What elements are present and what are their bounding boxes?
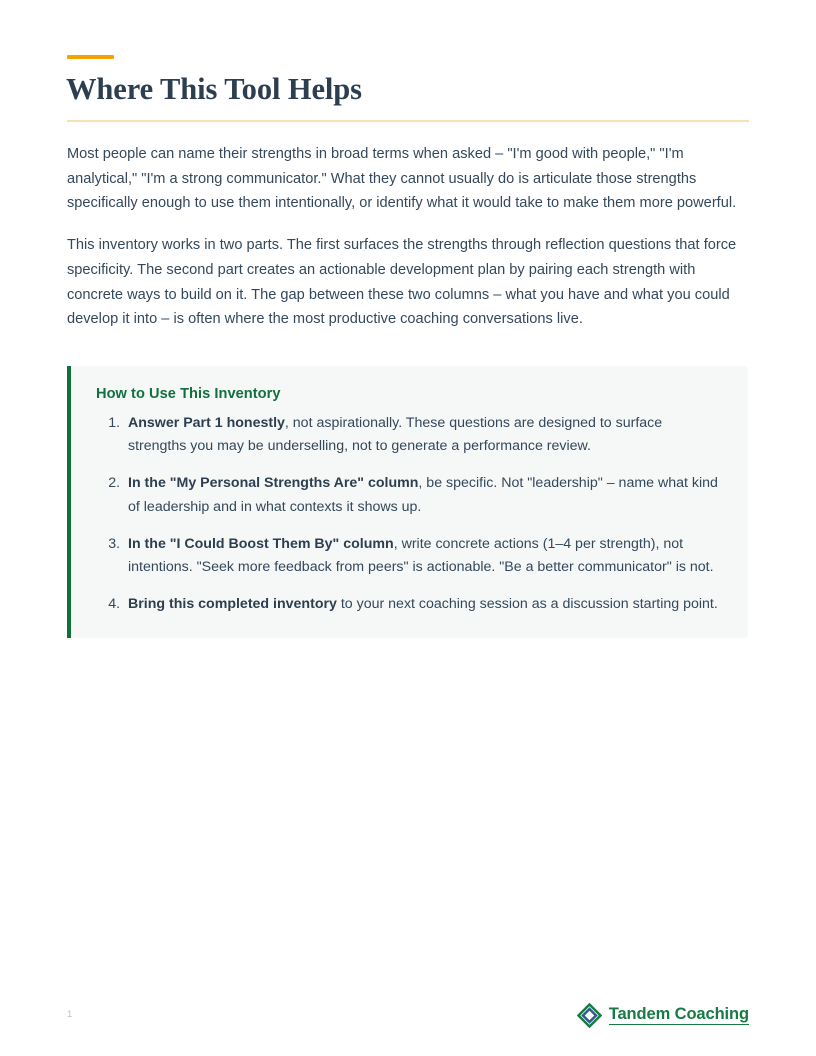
brand-logo	[577, 1003, 749, 1028]
page-title: Where This Tool Helps	[66, 72, 362, 106]
callout-steps-list	[96, 412, 724, 616]
intro-body-copy	[67, 142, 747, 332]
step-lead: In the "I Could Boost Them By" column	[128, 535, 394, 552]
callout-title: How to Use This Inventory	[96, 386, 281, 402]
list-item	[124, 412, 724, 458]
step-lead: In the "My Personal Strengths Are" column	[128, 475, 419, 492]
brand-name: Tandem Coaching	[609, 1006, 749, 1025]
step-rest: to your next coaching session as a discussion starting point.	[336, 596, 718, 613]
title-divider	[67, 120, 749, 122]
step-rest: , not aspirationally. These questions are designed to surface strengths you may be underselling, not to generate a performance review.	[128, 415, 663, 455]
paragraph-2: This inventory works in two parts. The first surfaces the strengths through reflection questions that force specificity. The second part creates an actionable development plan by pairing each strength with concrete ways to build on it. The gap between these two columns – what you have and what you could develop it into – is often where the most productive coaching conversations live.	[67, 237, 737, 328]
step-lead: Bring this completed inventory	[128, 596, 337, 613]
page-number: 1	[67, 1009, 73, 1020]
list-item	[124, 533, 724, 579]
paragraph-1: Most people can name their strengths in broad terms when asked – "I'm good with people," "I'm analytical," "I'm a strong communicator." What they cannot usually do is articulate those strengths specifically enough to use them intentionally, or identify what it would take to make them more powerful.	[67, 146, 737, 212]
diamond-logo-icon	[577, 1003, 602, 1028]
list-item	[124, 472, 724, 518]
how-to-use-callout	[67, 366, 748, 638]
step-lead: Answer Part 1 honestly	[128, 415, 285, 431]
step-rest: , write concrete actions (1–4 per strength), not intentions. "Seek more feedback from peers" is actionable. "Be a better communicator" is not.	[128, 535, 714, 576]
step-rest: , be specific. Not "leadership" – name what kind of leadership and in what contexts it shows up.	[128, 475, 718, 515]
list-item	[124, 593, 724, 616]
title-accent-bar	[67, 55, 114, 59]
